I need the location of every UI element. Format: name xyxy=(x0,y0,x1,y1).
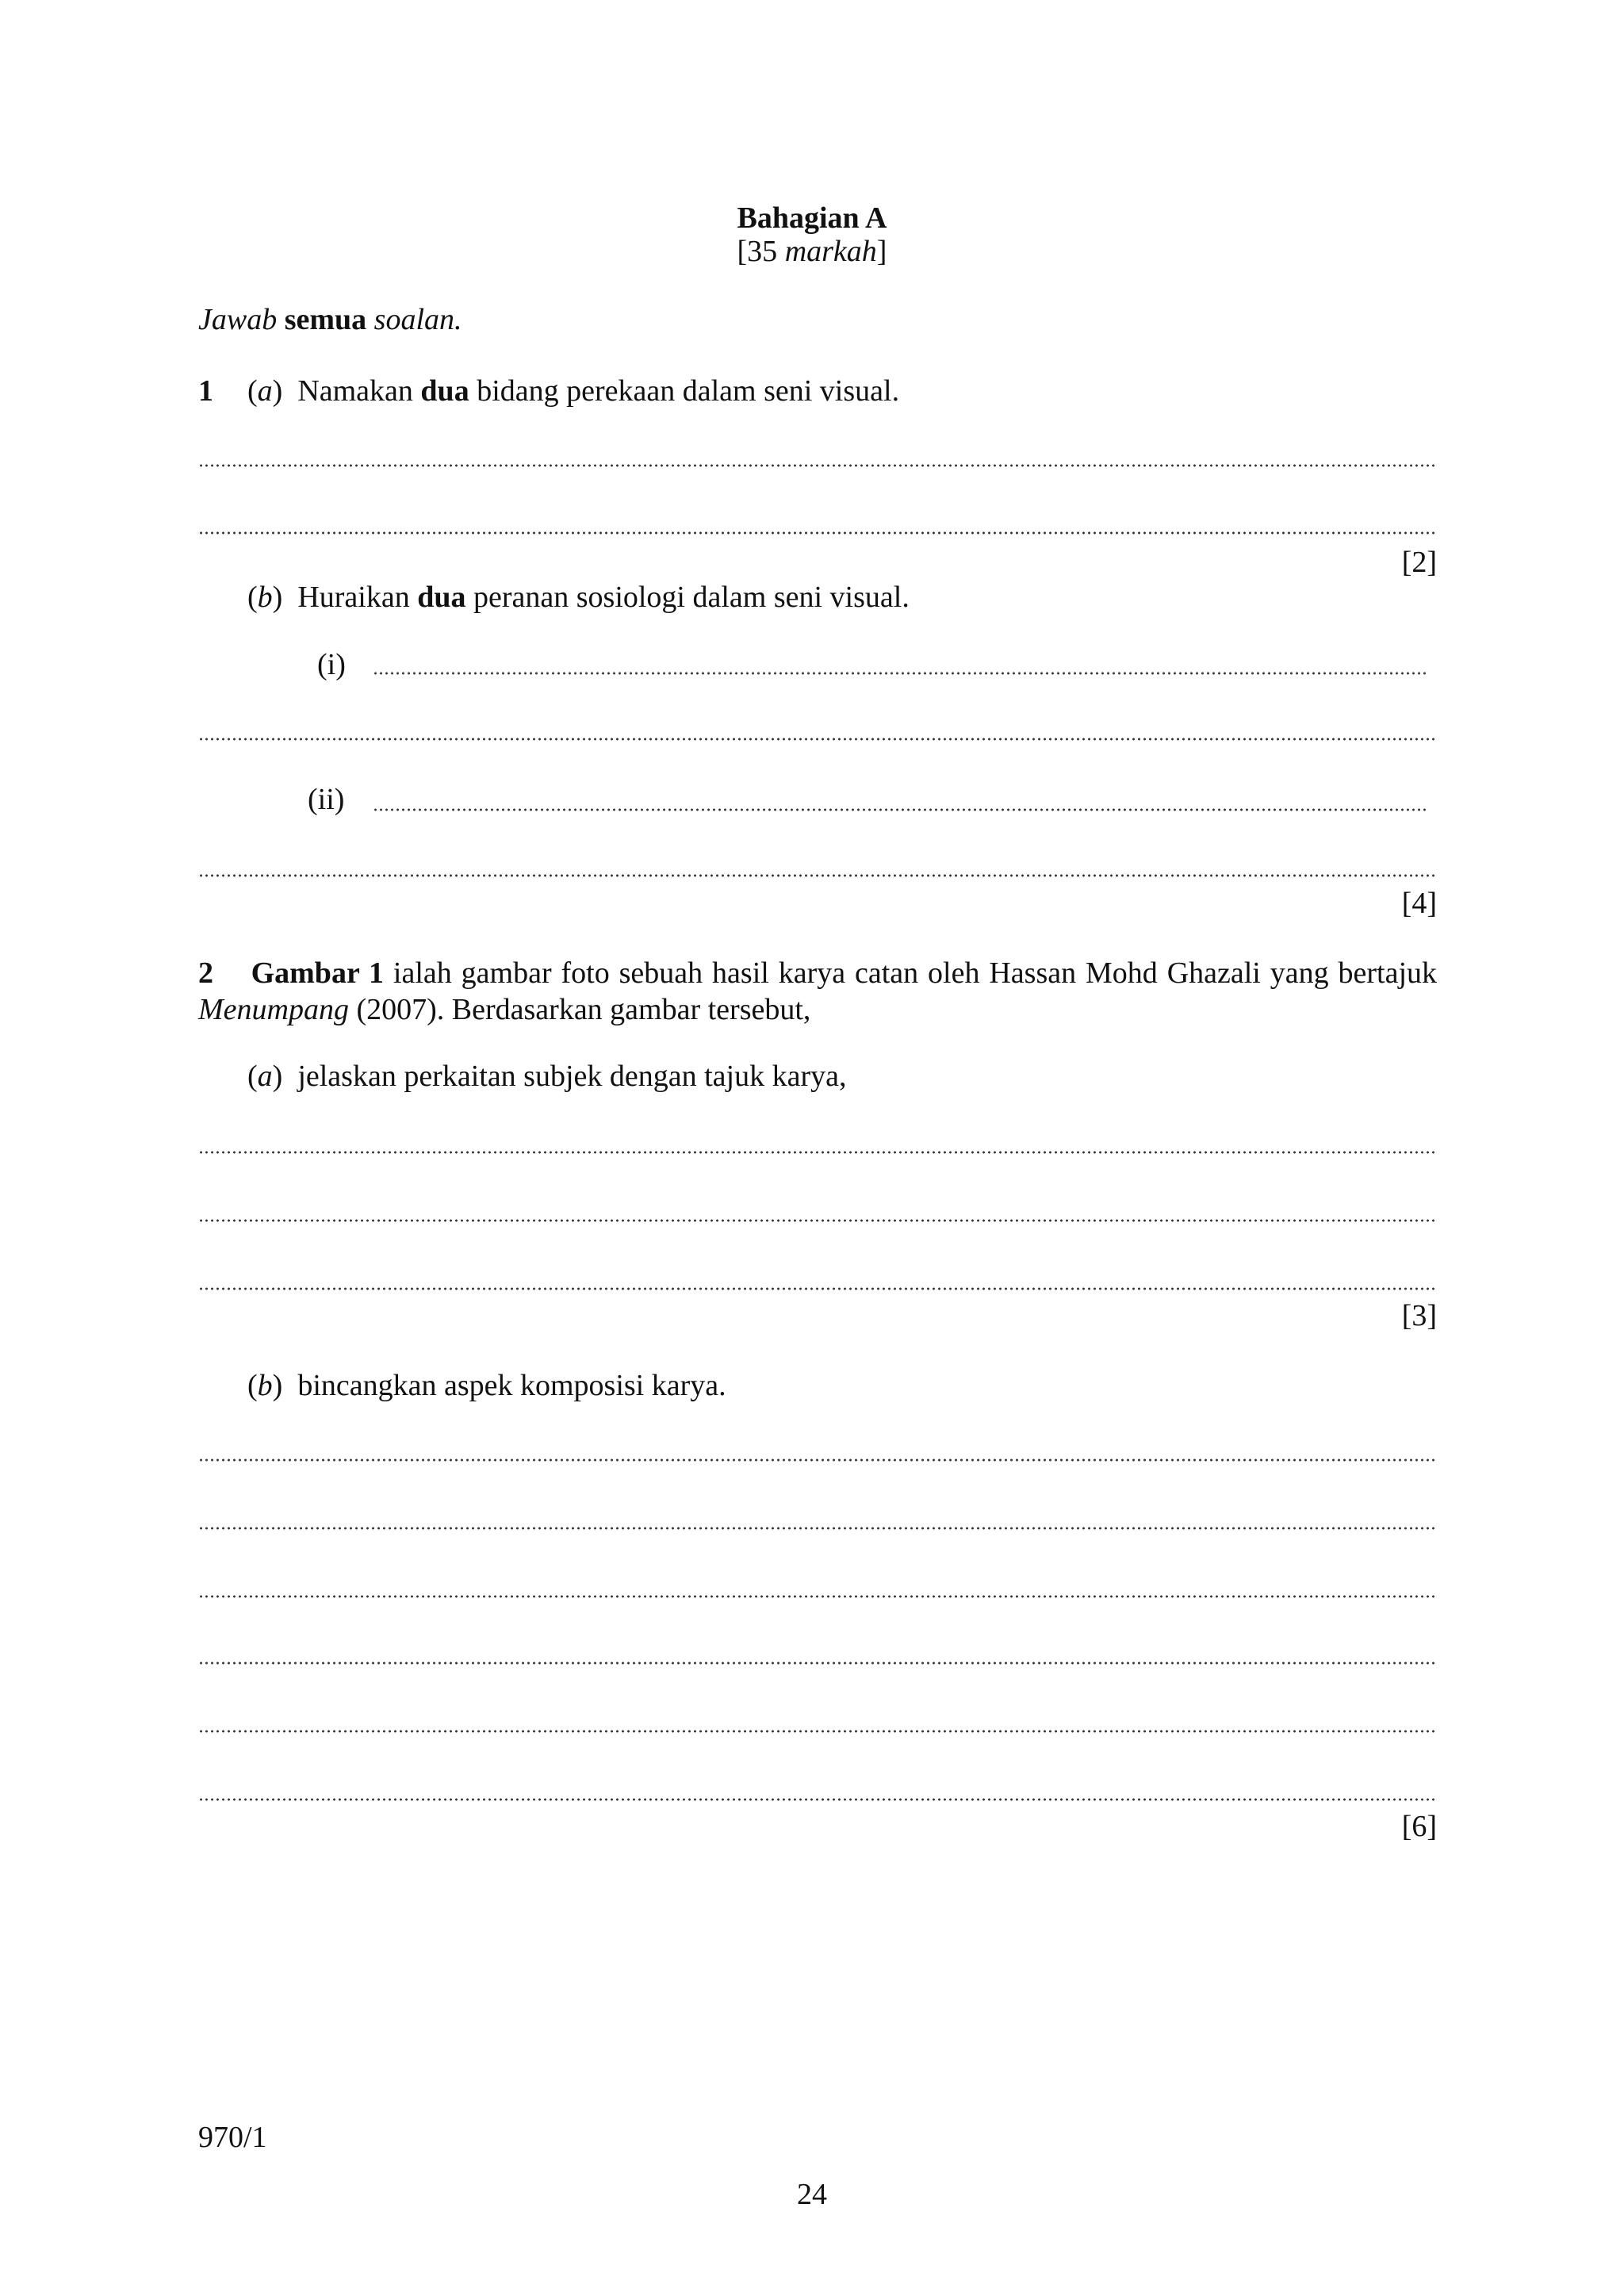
q2-stem-line1: 2 Gambar 1 ialah gambar foto sebuah hasil karya catan oleh Hassan Mohd Ghazali yang bertajuk xyxy=(198,956,1438,990)
q2a-marks: [3] xyxy=(1401,1299,1437,1332)
answer-line[interactable] xyxy=(198,1730,1437,1733)
section-title: Bahagian A xyxy=(737,201,887,235)
answer-line[interactable] xyxy=(198,1219,1437,1222)
instruction: Jawab semua soalan. xyxy=(198,303,462,336)
answer-line[interactable] xyxy=(198,1527,1437,1530)
q1b-ii-label: (ii) xyxy=(308,783,345,816)
answer-line[interactable] xyxy=(198,1458,1437,1462)
section-marks: [35 markah] xyxy=(737,235,887,268)
q1b-marks: [4] xyxy=(1401,887,1437,920)
answer-line[interactable] xyxy=(198,1287,1437,1290)
answer-line[interactable] xyxy=(198,1151,1437,1154)
answer-line[interactable] xyxy=(198,1798,1437,1801)
q2-stem-line2: Menumpang (2007). Berdasarkan gambar tersebut, xyxy=(198,993,811,1026)
answer-line[interactable] xyxy=(198,1662,1437,1665)
q1a-marks: [2] xyxy=(1401,546,1437,579)
answer-line[interactable] xyxy=(198,738,1437,741)
paper-code: 970/1 xyxy=(198,2121,267,2154)
answer-line[interactable] xyxy=(198,874,1437,877)
page-number: 24 xyxy=(797,2178,827,2211)
q1-number: 1 xyxy=(198,374,213,408)
q1a-prompt: (a) Namakan dua bidang perekaan dalam seni visual. xyxy=(247,374,900,408)
answer-line[interactable] xyxy=(373,808,1427,811)
answer-line[interactable] xyxy=(198,1595,1437,1598)
q2a-prompt: (a) jelaskan perkaitan subjek dengan tajuk karya, xyxy=(247,1060,847,1093)
q2b-prompt: (b) bincangkan aspek komposisi karya. xyxy=(247,1369,726,1402)
q1b-prompt: (b) Huraikan dua peranan sosiologi dalam seni visual. xyxy=(247,581,910,614)
answer-line[interactable] xyxy=(373,672,1427,675)
q1b-i-label: (i) xyxy=(317,648,346,681)
answer-line[interactable] xyxy=(198,464,1437,467)
answer-line[interactable] xyxy=(198,531,1437,535)
q2b-marks: [6] xyxy=(1401,1810,1437,1843)
